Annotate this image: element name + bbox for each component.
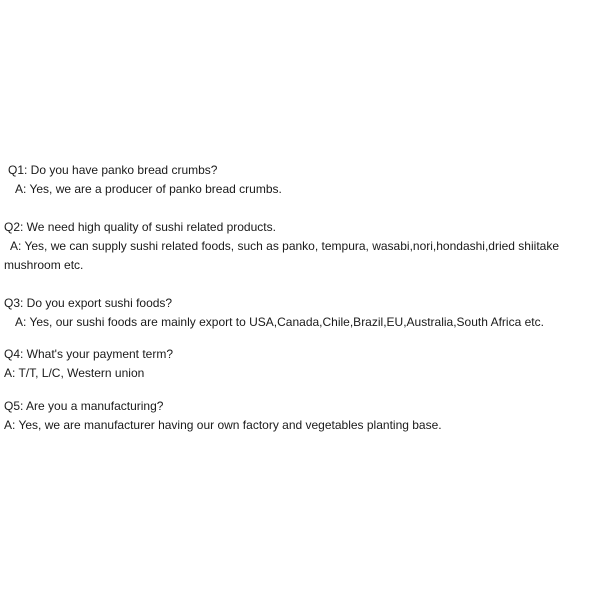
faq-question-5: Q5: Are you a manufacturing?	[4, 399, 164, 413]
faq-answer-4: A: T/T, L/C, Western union	[4, 366, 145, 380]
faq-question-1: Q1: Do you have panko bread crumbs?	[8, 163, 218, 177]
faq-answer-5: A: Yes, we are manufacturer having our own factory and vegetables planting base.	[4, 418, 442, 432]
faq-question-2: Q2: We need high quality of sushi related products.	[4, 220, 276, 234]
faq-answer-3: A: Yes, our sushi foods are mainly export to USA,Canada,Chile,Brazil,EU,Australia,South Africa etc.	[15, 315, 544, 329]
faq-answer-2-line-2: mushroom etc.	[4, 258, 84, 272]
faq-question-4: Q4: What's your payment term?	[4, 347, 174, 361]
faq-question-3: Q3: Do you export sushi foods?	[4, 296, 173, 310]
faq-answer-2-line-1: A: Yes, we can supply sushi related foods, such as panko, tempura, wasabi,nori,hondashi,dried shiitake	[10, 239, 559, 253]
faq-answer-1: A: Yes, we are a producer of panko bread crumbs.	[15, 182, 282, 196]
